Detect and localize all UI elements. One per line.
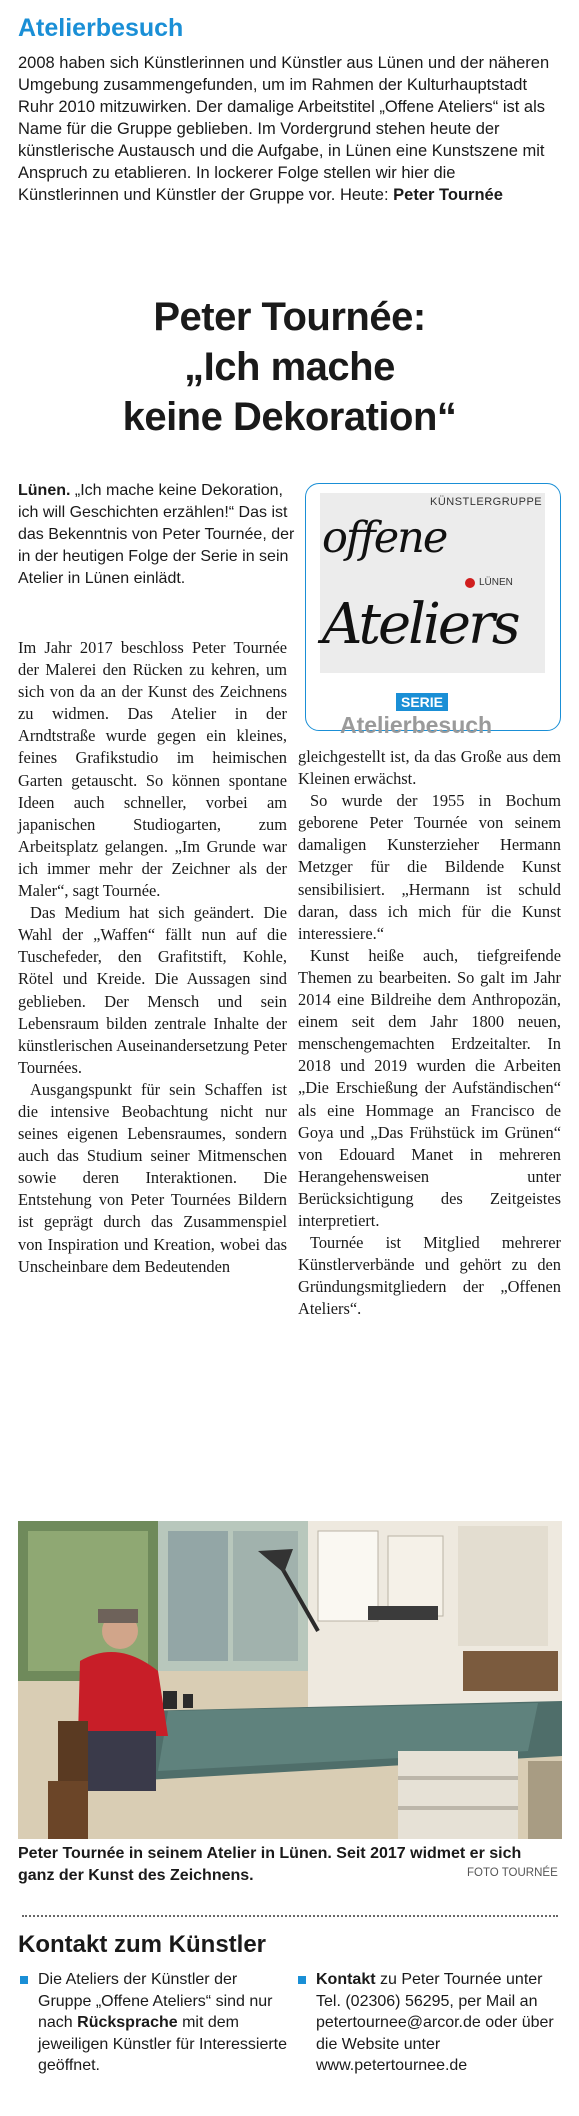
article-headline (0, 292, 579, 442)
lead-text: „Ich mache keine Dekoration, ich will Geschichten erzählen!“ Das ist das Bekenntnis von Peter Tournée, der in der heutigen Folge der Serie in sein Atelier in Lünen einlädt. (18, 482, 295, 587)
paragraph: Tournée ist Mitglied mehrerer Künstlerverbände und gehört zu den Gründungsmitgliedern der „Offenen Ateliers“. (298, 1233, 561, 1319)
atelier-photo-illustration (18, 1521, 562, 1839)
headline-line-1: Peter Tournée: (153, 295, 426, 339)
contact-item-bold: Rücksprache (77, 2014, 178, 2031)
paragraph: So wurde der 1955 in Bochum geborene Peter Tournée von seinem damaligen Kunsterzieher Hermann Metzger für die Bildende Kunst sensibilisiert. „Hermann ist schuld daran, dass ich mich für die Kunst interessiere.“ (298, 791, 561, 943)
article-column-2 (298, 746, 561, 1320)
paragraph: gleichgestellt ist, da das Große aus dem Kleinen erwächst. (298, 747, 561, 789)
article-photo (18, 1521, 562, 1839)
contact-item-text: Die Ateliers der Künstler der Gruppe „Offene Ateliers“ sind nur nach (38, 1971, 273, 2031)
logo-series-title: Atelierbesuch (340, 712, 493, 738)
section-rubric: Atelierbesuch (18, 14, 184, 42)
intro-artist-name: Peter Tournée (393, 186, 503, 204)
contact-item-text: zu Peter Tournée unter Tel. (02306) 56295, per Mail an petertournee@arcor.de oder über die Website unter www.petertournee.de (316, 1971, 554, 2074)
paragraph: Das Medium hat sich geändert. Die Wahl der „Waffen“ fällt nun auf die Tuschefeder, den Grafitstift, Kohle, Rötel und Kreide. Die Aussagen sind geblieben. Der Mensch und sein Lebensraum bilden zentrale Inhalte der künstlerischen Auseinandersetzung Peter Tournées. (18, 903, 287, 1077)
lead-place: Lünen. (18, 482, 71, 499)
logo-luenen: LÜNEN (479, 577, 513, 588)
serie-badge: SERIE (396, 693, 448, 711)
logo-ateliers-wordmark: Ateliers (322, 592, 518, 657)
contact-item-access (38, 1969, 288, 2077)
photo-caption: Peter Tournée in seinem Atelier in Lünen. Seit 2017 widmet er sich ganz der Kunst des Zeichnens. (18, 1845, 522, 1884)
article-column-1 (18, 637, 287, 1278)
headline-line-3: keine Dekoration“ (122, 395, 457, 439)
bullet-square-icon (298, 1976, 306, 1984)
logo-red-dot (465, 578, 475, 588)
paragraph: Ausgangspunkt für sein Schaffen ist die intensive Beobachtung nicht nur seines eigenen Lebensraumes, sondern auch das Studium seiner Mitmenschen sowie deren Interaktionen. Die Entstehung von Peter Tournées Bildern ist geprägt durch das Zusammenspiel von Inspiration und Kreation, wobei das Unscheinbare dem Bedeutenden (18, 1079, 287, 1276)
dotted-divider (22, 1915, 558, 1917)
intro-text: 2008 haben sich Künstlerinnen und Künstler aus Lünen und der näheren Umgebung zusammengefunden, um im Rahmen der Kulturhauptstadt Ruhr 2010 mitzuwirken. Der damalige Arbeitstitel „Offene Ateliers“ ist als Name für die Gruppe geblieben. Im Vordergrund stehen heute der künstlerische Austausch und die Aufgabe, in Lünen eine Kunstszene mit Anspruch zu etablieren. In lockerer Folge stellen wir hier die Künstlerinnen und Künstler der Gruppe vor. Heute: (18, 54, 550, 204)
contact-item-details (316, 1969, 556, 2077)
bullet-square-icon (20, 1976, 28, 1984)
series-intro (18, 52, 558, 206)
article-lead (18, 480, 302, 590)
logo-offene-wordmark: offene (322, 513, 447, 563)
logo-kuenstlergruppe: KÜNSTLERGRUPPE (430, 496, 543, 508)
headline-line-2: „Ich mache (184, 345, 395, 389)
paragraph: Im Jahr 2017 beschloss Peter Tournée der Malerei den Rücken zu kehren, um sich von da an der Kunst des Zeichnens zu widmen. Das Atelier in der Arndtstraße wurde gegen ein kleines, feines Grafikstudio im heimischen Garten getauscht. So können spontane Ideen auch schneller, vorbei am japanischen Studiogarten, zum Arbeitsplatz gelangen. „Im Grunde war ich immer mehr der Zeichner als der Maler“, sagt Tournée. (18, 638, 287, 901)
contact-item-text: mit dem jeweiligen Künstler für Interessierte geöffnet. (38, 2014, 288, 2074)
photo-credit: FOTO TOURNÉE (467, 1867, 558, 1879)
contact-item-bold: Kontakt (316, 1971, 376, 1988)
paragraph: Kunst heiße auch, tiefgreifende Themen zu bearbeiten. So galt im Jahr 2014 eine Bildreihe dem Anthropozän, einem seit dem Jahr 1800 neuen, menschengemachten Erdzeitalter. In 2018 und 2019 wurden die Arbeiten „Die Erschießung der Aufständischen“ als eine Hommage an Francisco de Goya und „Das Frühstück im Grünen“ von Edouard Manet in mehreren Herangehensweisen unter Berücksichtigung des Zeitgeistes interpretiert. (298, 945, 561, 1230)
contact-heading: Kontakt zum Künstler (18, 1931, 267, 1958)
